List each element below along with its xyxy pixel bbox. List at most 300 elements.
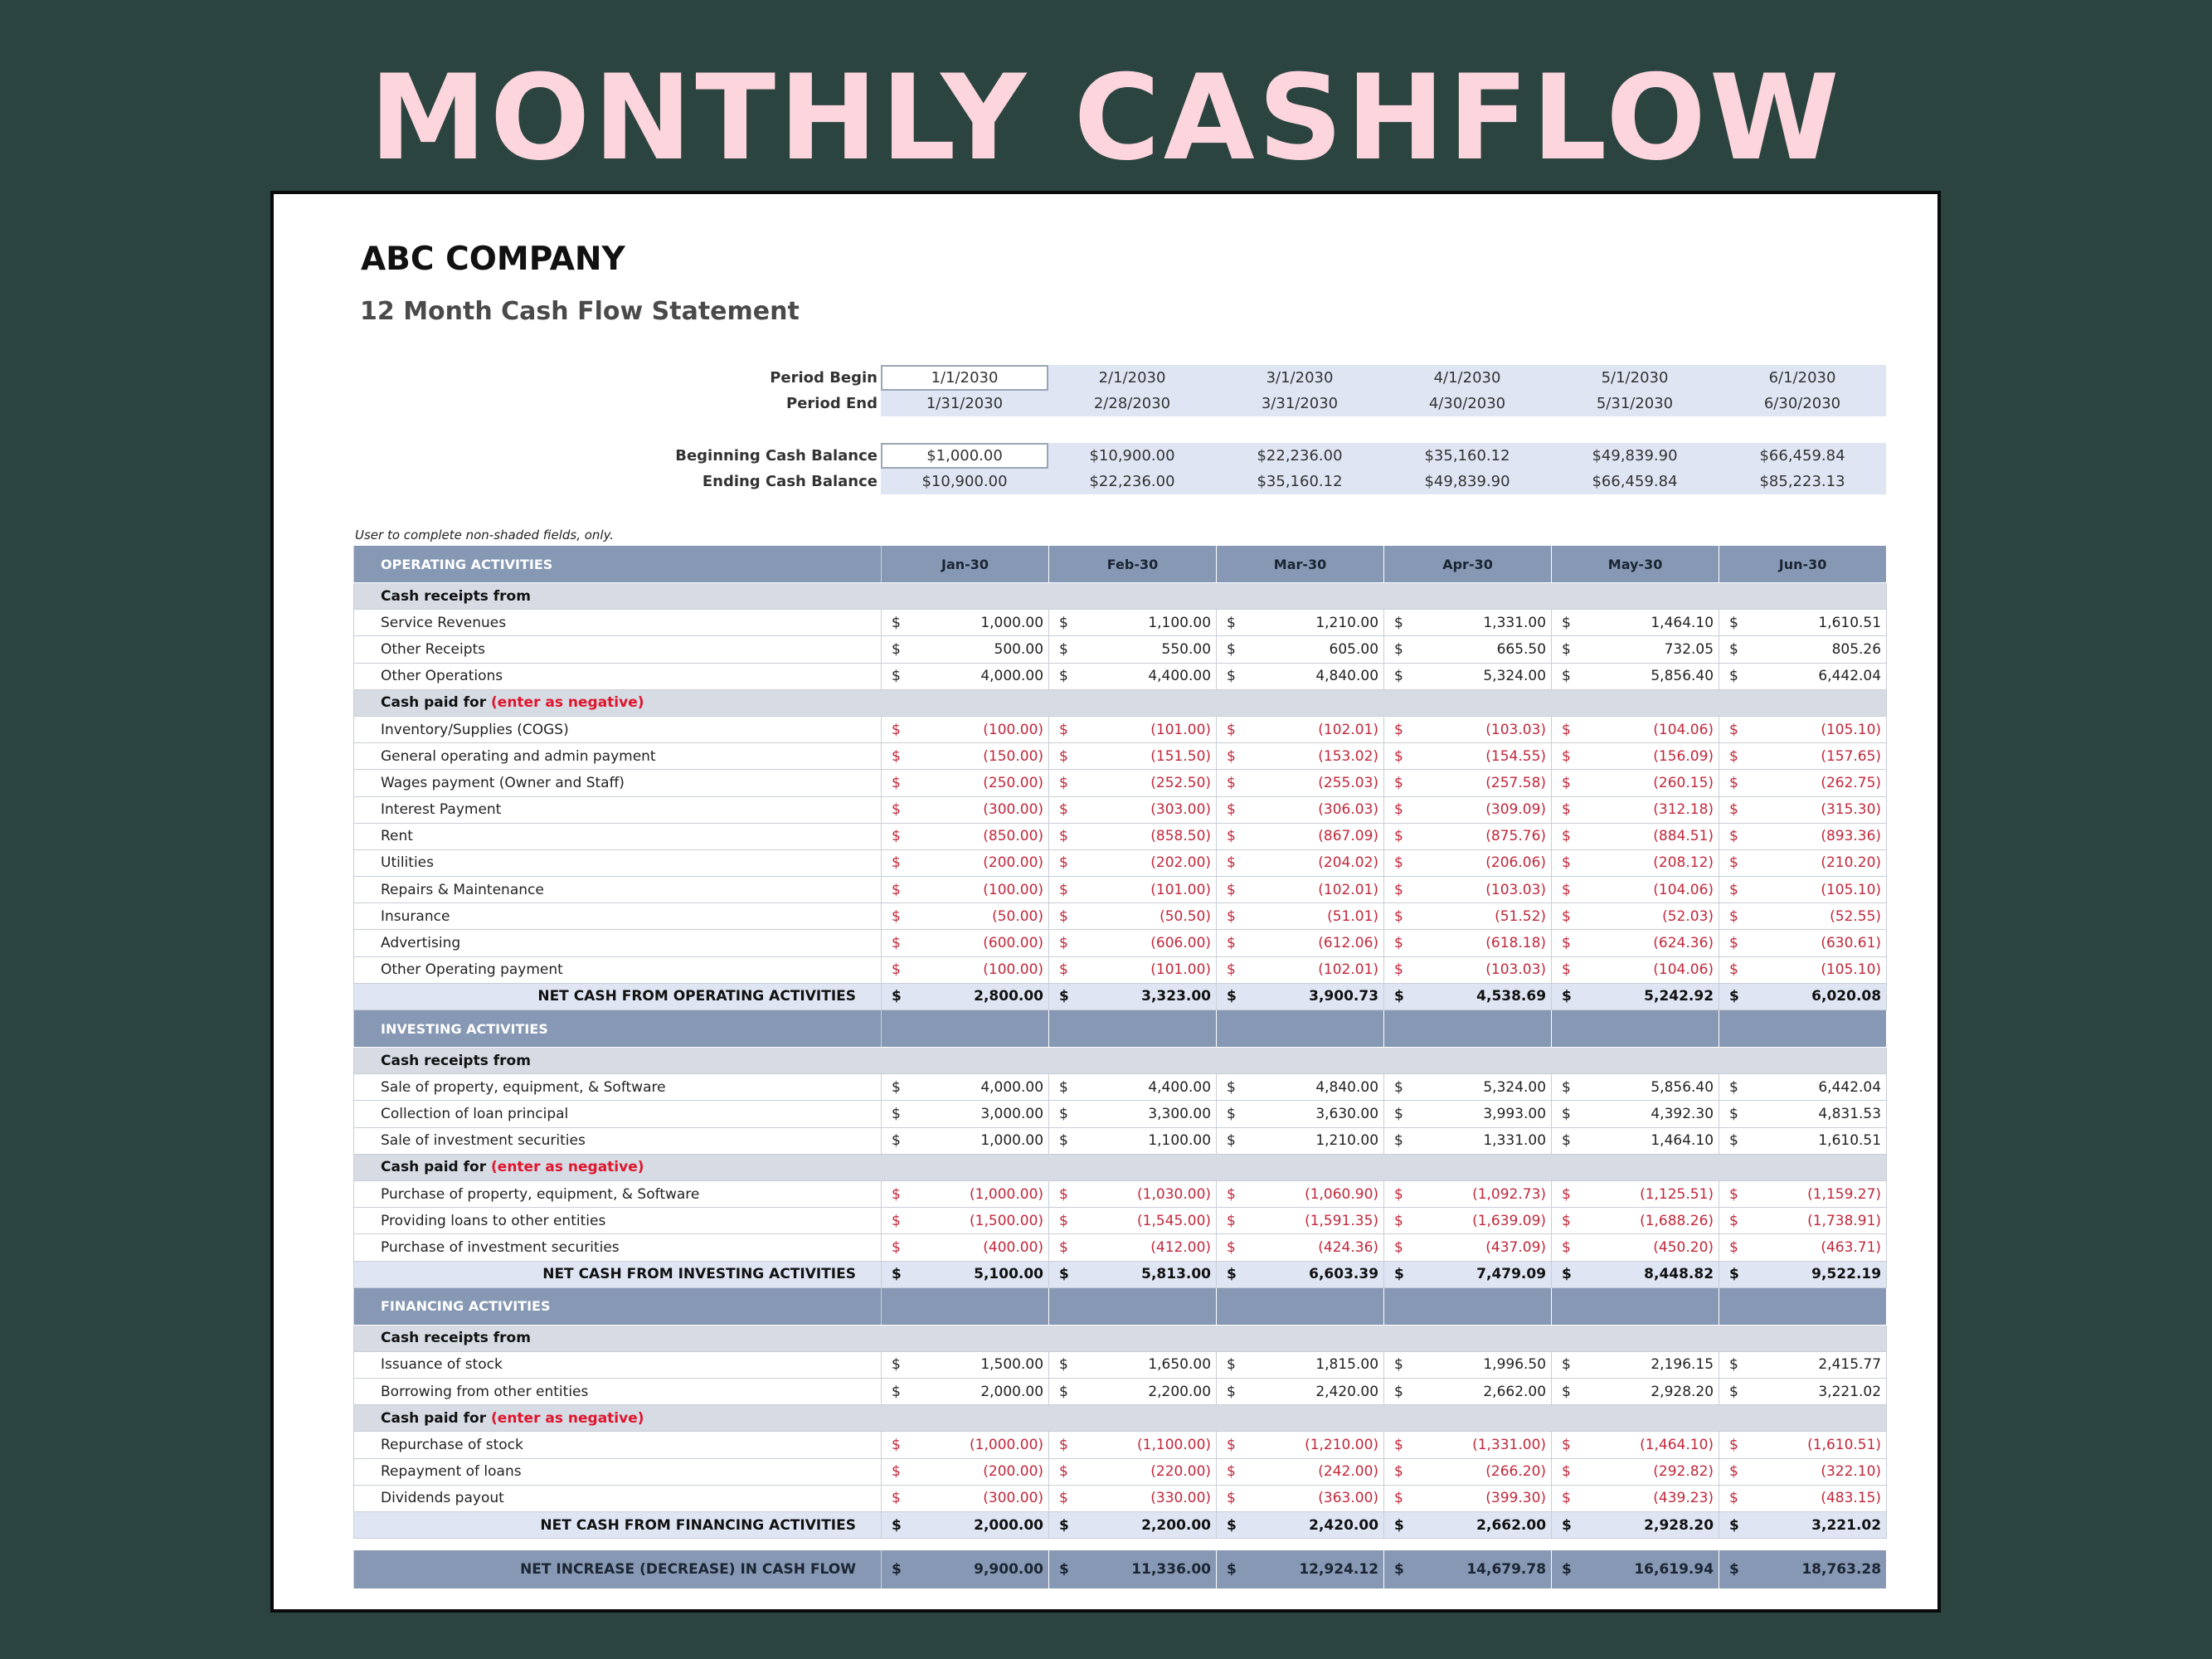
line-item-value[interactable]: 5,324.00 [1412,1074,1552,1101]
line-item-value[interactable]: 1,650.00 [1077,1351,1217,1378]
line-item-value[interactable]: (104.06) [1580,716,1719,742]
net-increase-value: 18,763.28 [1748,1550,1887,1588]
currency-symbol: $ [1049,1485,1077,1511]
line-item-value[interactable]: 4,000.00 [910,663,1049,689]
line-item-value[interactable]: (101.00) [1077,716,1217,742]
currency-symbol: $ [1217,716,1245,742]
currency-symbol: $ [1552,983,1580,1010]
line-item-value[interactable]: (1,331.00) [1412,1432,1552,1458]
line-item-value[interactable]: (1,639.09) [1412,1208,1552,1234]
currency-symbol: $ [882,1101,910,1127]
line-item-value[interactable]: (242.00) [1245,1458,1384,1485]
period-begin-row-value[interactable]: 1/1/2030 [881,365,1048,391]
section-total-value: 4,538.69 [1412,983,1552,1010]
line-item-value[interactable]: (52.55) [1748,903,1887,930]
section-total-value: 5,100.00 [910,1261,1049,1287]
section-total-value: 3,900.73 [1245,983,1384,1010]
line-item-value[interactable]: (1,738.91) [1748,1208,1887,1234]
currency-symbol: $ [1552,743,1580,770]
currency-symbol: $ [1719,1180,1748,1207]
line-item-row [354,903,1887,930]
line-item-value[interactable]: (450.20) [1580,1234,1719,1261]
currency-symbol: $ [1049,1379,1077,1405]
line-item-value[interactable]: 4,840.00 [1245,1074,1384,1101]
line-item-value[interactable]: (102.01) [1245,716,1384,742]
line-item-value[interactable]: (1,210.00) [1245,1432,1384,1458]
currency-symbol: $ [882,610,910,636]
line-item-value[interactable]: 3,993.00 [1412,1101,1552,1127]
line-item-value[interactable]: 732.05 [1580,636,1719,663]
line-item-value[interactable]: (850.00) [910,823,1049,849]
line-item-value[interactable]: (412.00) [1077,1234,1217,1261]
line-item-value[interactable]: (600.00) [910,930,1049,956]
section-total-value: 2,200.00 [1077,1512,1217,1539]
currency-symbol: $ [1384,1379,1412,1405]
currency-symbol: $ [1049,1127,1077,1154]
line-item-value[interactable]: 1,464.10 [1580,610,1719,636]
line-item-row [354,930,1887,956]
line-item-value[interactable]: 4,400.00 [1077,663,1217,689]
group-label-text: Cash paid for [381,1159,487,1176]
line-item-value[interactable]: (437.09) [1412,1234,1552,1261]
currency-symbol: $ [1217,1180,1245,1207]
line-item-value[interactable]: 665.50 [1412,636,1552,663]
currency-symbol: $ [1217,1485,1245,1511]
ending-cash-row-value: $10,900.00 [881,469,1048,494]
statement-subtitle: 12 Month Cash Flow Statement [360,297,800,326]
currency-symbol: $ [1049,636,1077,663]
month-header [1552,1287,1719,1325]
currency-symbol: $ [1719,1101,1748,1127]
currency-symbol: $ [1049,1074,1077,1101]
line-item-value[interactable]: (606.00) [1077,930,1217,956]
currency-symbol: $ [1384,1180,1412,1207]
section-title: FINANCING ACTIVITIES [354,1287,882,1325]
line-item-row [354,1180,1887,1207]
currency-symbol: $ [882,1208,910,1234]
line-item-value[interactable]: (330.00) [1077,1485,1217,1511]
line-item-value[interactable]: (292.82) [1580,1458,1719,1485]
line-item-value[interactable]: (1,688.26) [1580,1208,1719,1234]
line-item-value[interactable]: (1,464.10) [1580,1432,1719,1458]
line-item-row [354,1234,1887,1261]
line-item-value[interactable]: (439.23) [1580,1485,1719,1511]
line-item-value[interactable]: 1,331.00 [1412,610,1552,636]
line-item-value[interactable]: 1,100.00 [1077,1127,1217,1154]
line-item-value[interactable]: 500.00 [910,636,1049,663]
line-item-value[interactable]: 1,815.00 [1245,1351,1384,1378]
line-item-value[interactable]: 6,442.04 [1748,1074,1887,1101]
line-item-value[interactable]: (100.00) [910,716,1049,742]
currency-symbol: $ [1384,1351,1412,1378]
line-item-value[interactable]: (100.00) [910,877,1049,903]
line-item-value[interactable]: (200.00) [910,1458,1049,1485]
line-item-value[interactable]: 4,831.53 [1748,1101,1887,1127]
line-item-value[interactable]: (300.00) [910,796,1049,823]
line-item-value[interactable]: (612.06) [1245,930,1384,956]
beginning-cash-row-label: Beginning Cash Balance [675,447,878,465]
line-item-value[interactable]: 2,196.15 [1580,1351,1719,1378]
line-item-value[interactable]: 1,210.00 [1245,610,1384,636]
line-item-row [354,1127,1887,1154]
line-item-value[interactable]: (104.06) [1580,956,1719,983]
line-item-value[interactable]: (322.10) [1748,1458,1887,1485]
line-item-label: Advertising [354,930,882,956]
line-item-value[interactable]: (463.71) [1748,1234,1887,1261]
period-end-row-value: 3/31/2030 [1216,391,1383,416]
beginning-cash-row-value[interactable]: $1,000.00 [881,443,1048,469]
line-item-value[interactable]: (157.65) [1748,743,1887,770]
period-table [353,365,1886,494]
line-item-label: Other Operations [354,663,882,689]
month-header: Apr-30 [1384,546,1552,583]
month-header [1049,1287,1217,1325]
month-header: Jun-30 [1719,546,1887,583]
line-item-value[interactable]: 1,000.00 [910,1127,1049,1154]
line-item-value[interactable]: (208.12) [1580,849,1719,876]
line-item-label: Repayment of loans [354,1458,882,1485]
line-item-value[interactable]: 2,928.20 [1580,1379,1719,1405]
line-item-row [354,770,1887,796]
currency-symbol: $ [1384,823,1412,849]
period-end-row-label: Period End [786,395,878,412]
line-item-value[interactable]: (210.20) [1748,849,1887,876]
line-item-value[interactable]: (1,545.00) [1077,1208,1217,1234]
line-item-value[interactable]: (101.00) [1077,877,1217,903]
ending-cash-row-value: $35,160.12 [1216,469,1383,494]
line-item-value[interactable]: 1,464.10 [1580,1127,1719,1154]
line-item-value[interactable]: 3,000.00 [910,1101,1049,1127]
line-item-value[interactable]: 1,610.51 [1748,610,1887,636]
group-label [354,1405,1887,1432]
line-item-value[interactable]: (266.20) [1412,1458,1552,1485]
currency-symbol: $ [1217,1127,1245,1154]
currency-symbol: $ [882,663,910,689]
currency-symbol: $ [1049,956,1077,983]
line-item-value[interactable]: 1,210.00 [1245,1127,1384,1154]
line-item-value[interactable]: (103.03) [1412,877,1552,903]
currency-symbol: $ [1552,1127,1580,1154]
line-item-value[interactable]: 550.00 [1077,636,1217,663]
currency-symbol: $ [1384,770,1412,796]
currency-symbol: $ [1719,930,1748,956]
line-item-label: Other Receipts [354,636,882,663]
currency-symbol: $ [1384,983,1412,1010]
line-item-value[interactable]: (105.10) [1748,877,1887,903]
section-total-row [354,1261,1887,1287]
line-item-value[interactable]: 4,392.30 [1580,1101,1719,1127]
line-item-value[interactable]: (400.00) [910,1234,1049,1261]
line-item-value[interactable]: (875.76) [1412,823,1552,849]
line-item-value[interactable]: 1,331.00 [1412,1127,1552,1154]
line-item-value[interactable]: (156.09) [1580,743,1719,770]
line-item-label: Wages payment (Owner and Staff) [354,770,882,796]
currency-symbol: $ [1384,849,1412,876]
line-item-value[interactable]: (1,000.00) [910,1432,1049,1458]
line-item-label: Issuance of stock [354,1351,882,1378]
line-item-value[interactable]: (257.58) [1412,770,1552,796]
group-header [354,689,1887,716]
currency-symbol: $ [882,770,910,796]
line-item-value[interactable]: 6,442.04 [1748,663,1887,689]
line-item-value[interactable]: (1,500.00) [910,1208,1049,1234]
line-item-value[interactable]: (624.36) [1580,930,1719,956]
currency-symbol: $ [1552,930,1580,956]
currency-symbol: $ [882,716,910,742]
currency-symbol: $ [882,849,910,876]
line-item-value[interactable]: (1,610.51) [1748,1432,1887,1458]
line-item-value[interactable]: (1,591.35) [1245,1208,1384,1234]
period-begin-row-value: 3/1/2030 [1216,365,1383,391]
line-item-value[interactable]: (1,092.73) [1412,1180,1552,1207]
currency-symbol: $ [1217,983,1245,1010]
line-item-value[interactable]: (105.10) [1748,716,1887,742]
currency-symbol: $ [1049,1234,1077,1261]
line-item-value[interactable]: (424.36) [1245,1234,1384,1261]
line-item-value[interactable]: 5,856.40 [1580,1074,1719,1101]
line-item-value[interactable]: (309.09) [1412,796,1552,823]
currency-symbol: $ [1719,1550,1748,1588]
line-item-label: Dividends payout [354,1485,882,1511]
line-item-value[interactable]: 5,856.40 [1580,663,1719,689]
line-item-value[interactable]: (200.00) [910,849,1049,876]
period-end-row-value: 4/30/2030 [1383,391,1551,416]
line-item-value[interactable]: 1,996.50 [1412,1351,1552,1378]
line-item-value[interactable]: (153.02) [1245,743,1384,770]
currency-symbol: $ [1719,823,1748,849]
line-item-value[interactable]: (1,000.00) [910,1180,1049,1207]
month-header: May-30 [1552,546,1719,583]
line-item-row [354,877,1887,903]
currency-symbol: $ [1552,1101,1580,1127]
currency-symbol: $ [1049,1101,1077,1127]
line-item-value[interactable]: (154.55) [1412,743,1552,770]
currency-symbol: $ [1217,770,1245,796]
currency-symbol: $ [882,1074,910,1101]
line-item-value[interactable]: 4,000.00 [910,1074,1049,1101]
line-item-value[interactable]: (630.61) [1748,930,1887,956]
line-item-value[interactable]: 3,630.00 [1245,1101,1384,1127]
beginning-cash-row [353,443,1886,469]
currency-symbol: $ [1217,663,1245,689]
currency-symbol: $ [1719,716,1748,742]
line-item-value[interactable]: 605.00 [1245,636,1384,663]
month-header [1049,1010,1217,1048]
section-total-label: NET CASH FROM FINANCING ACTIVITIES [354,1512,882,1539]
currency-symbol: $ [1217,1458,1245,1485]
currency-symbol: $ [1217,1101,1245,1127]
currency-symbol: $ [1384,1458,1412,1485]
line-item-row [354,1432,1887,1458]
currency-symbol: $ [1217,1379,1245,1405]
line-item-value[interactable]: (51.01) [1245,903,1384,930]
line-item-value[interactable]: (50.00) [910,903,1049,930]
currency-symbol: $ [1384,1261,1412,1287]
line-item-value[interactable]: 2,200.00 [1077,1379,1217,1405]
month-header: Feb-30 [1049,546,1217,583]
currency-symbol: $ [1552,636,1580,663]
currency-symbol: $ [1719,1208,1748,1234]
line-item-value[interactable]: (363.00) [1245,1485,1384,1511]
currency-symbol: $ [1719,796,1748,823]
currency-symbol: $ [1049,877,1077,903]
line-item-value[interactable]: (100.00) [910,956,1049,983]
line-item-value[interactable]: 805.26 [1748,636,1887,663]
ending-cash-row-value: $66,459.84 [1551,469,1719,494]
group-label [354,1048,1887,1074]
line-item-value[interactable]: (893.36) [1748,823,1887,849]
group-label [354,1325,1887,1351]
section-total-value: 9,522.19 [1748,1261,1887,1287]
negative-note: (enter as negative) [491,1409,644,1427]
line-item-value[interactable]: (260.15) [1580,770,1719,796]
currency-symbol: $ [882,983,910,1010]
currency-symbol: $ [1552,1485,1580,1511]
line-item-row [354,1101,1887,1127]
currency-symbol: $ [1049,1432,1077,1458]
currency-symbol: $ [1217,1432,1245,1458]
currency-symbol: $ [1552,610,1580,636]
line-item-value[interactable]: (151.50) [1077,743,1217,770]
currency-symbol: $ [1552,1512,1580,1539]
line-item-value[interactable]: 1,100.00 [1077,610,1217,636]
line-item-value[interactable]: (312.18) [1580,796,1719,823]
line-item-label: General operating and admin payment [354,743,882,770]
company-name: ABC COMPANY [361,241,625,278]
line-item-value[interactable]: (858.50) [1077,823,1217,849]
line-item-value[interactable]: (102.01) [1245,877,1384,903]
month-header: Mar-30 [1217,546,1384,583]
currency-symbol: $ [1384,1550,1412,1588]
section-total-value: 8,448.82 [1580,1261,1719,1287]
line-item-value[interactable]: (204.02) [1245,849,1384,876]
period-begin-row-label: Period Begin [770,369,878,387]
line-item-value[interactable]: (105.10) [1748,956,1887,983]
line-item-value[interactable]: 4,400.00 [1077,1074,1217,1101]
line-item-value[interactable]: (252.50) [1077,770,1217,796]
currency-symbol: $ [882,956,910,983]
ending-cash-row [353,469,1886,494]
line-item-value[interactable]: (1,125.51) [1580,1180,1719,1207]
line-item-value[interactable]: (202.00) [1077,849,1217,876]
currency-symbol: $ [882,1432,910,1458]
line-item-value[interactable]: (618.18) [1412,930,1552,956]
line-item-value[interactable]: (262.75) [1748,770,1887,796]
line-item-value[interactable]: 5,324.00 [1412,663,1552,689]
line-item-value[interactable]: 4,840.00 [1245,663,1384,689]
currency-symbol: $ [882,1458,910,1485]
line-item-label: Other Operating payment [354,956,882,983]
line-item-value[interactable]: (1,030.00) [1077,1180,1217,1207]
line-item-value[interactable]: (303.00) [1077,796,1217,823]
currency-symbol: $ [1384,956,1412,983]
line-item-value[interactable]: 2,415.77 [1748,1351,1887,1378]
currency-symbol: $ [1217,956,1245,983]
currency-symbol: $ [1719,1261,1748,1287]
line-item-value[interactable]: (220.00) [1077,1458,1217,1485]
line-item-value[interactable]: (255.03) [1245,770,1384,796]
currency-symbol: $ [1049,983,1077,1010]
currency-symbol: $ [1384,716,1412,742]
currency-symbol: $ [1217,796,1245,823]
line-item-value[interactable]: (103.03) [1412,956,1552,983]
currency-symbol: $ [1384,877,1412,903]
month-header: Jan-30 [882,546,1049,583]
line-item-value[interactable]: (101.00) [1077,956,1217,983]
line-item-row [354,1208,1887,1234]
line-item-value[interactable]: (1,159.27) [1748,1180,1887,1207]
line-item-value[interactable]: (102.01) [1245,956,1384,983]
currency-symbol: $ [1049,1180,1077,1207]
line-item-value[interactable]: (206.06) [1412,849,1552,876]
currency-symbol: $ [1049,1550,1077,1588]
line-item-value[interactable]: 1,000.00 [910,610,1049,636]
section-total-value: 2,800.00 [910,983,1049,1010]
line-item-value[interactable]: (884.51) [1580,823,1719,849]
currency-symbol: $ [1719,743,1748,770]
line-item-label: Providing loans to other entities [354,1208,882,1234]
ending-cash-row-value: $49,839.90 [1383,469,1551,494]
currency-symbol: $ [882,930,910,956]
line-item-value[interactable]: (51.52) [1412,903,1552,930]
line-item-value[interactable]: (1,100.00) [1077,1432,1217,1458]
line-item-value[interactable]: (306.03) [1245,796,1384,823]
line-item-value[interactable]: (52.03) [1580,903,1719,930]
month-header [1719,1010,1887,1048]
line-item-label: Borrowing from other entities [354,1379,882,1405]
line-item-value[interactable]: (483.15) [1748,1485,1887,1511]
gap-cell [354,1539,1887,1551]
currency-symbol: $ [1217,903,1245,930]
currency-symbol: $ [1552,1458,1580,1485]
currency-symbol: $ [1719,663,1748,689]
line-item-value[interactable]: 2,662.00 [1412,1379,1552,1405]
currency-symbol: $ [1049,663,1077,689]
line-item-label: Repurchase of stock [354,1432,882,1458]
currency-symbol: $ [1384,930,1412,956]
line-item-value[interactable]: (150.00) [910,743,1049,770]
line-item-value[interactable]: (250.00) [910,770,1049,796]
line-item-value[interactable]: 2,420.00 [1245,1379,1384,1405]
currency-symbol: $ [1049,610,1077,636]
currency-symbol: $ [1049,1512,1077,1539]
line-item-value[interactable]: (399.30) [1412,1485,1552,1511]
currency-symbol: $ [1384,796,1412,823]
currency-symbol: $ [1552,663,1580,689]
line-item-value[interactable]: 3,221.02 [1748,1379,1887,1405]
month-header [882,1010,1049,1048]
line-item-value[interactable]: (300.00) [910,1485,1049,1511]
currency-symbol: $ [1552,1208,1580,1234]
spacer-cell [353,416,1886,443]
line-item-value[interactable]: 1,500.00 [910,1351,1049,1378]
line-item-value[interactable]: (315.30) [1748,796,1887,823]
section-total-value: 2,000.00 [910,1512,1049,1539]
line-item-value[interactable]: (1,060.90) [1245,1180,1384,1207]
line-item-label: Sale of property, equipment, & Software [354,1074,882,1101]
line-item-value[interactable]: 2,000.00 [910,1379,1049,1405]
line-item-value[interactable]: (104.06) [1580,877,1719,903]
period-begin-row-value: 4/1/2030 [1383,365,1551,391]
section-total-value: 2,928.20 [1580,1512,1719,1539]
line-item-value[interactable]: (103.03) [1412,716,1552,742]
period-begin-row [353,365,1886,391]
currency-symbol: $ [1719,877,1748,903]
line-item-value[interactable]: (867.09) [1245,823,1384,849]
line-item-value[interactable]: (50.50) [1077,903,1217,930]
line-item-value[interactable]: 3,300.00 [1077,1101,1217,1127]
line-item-value[interactable]: 1,610.51 [1748,1127,1887,1154]
